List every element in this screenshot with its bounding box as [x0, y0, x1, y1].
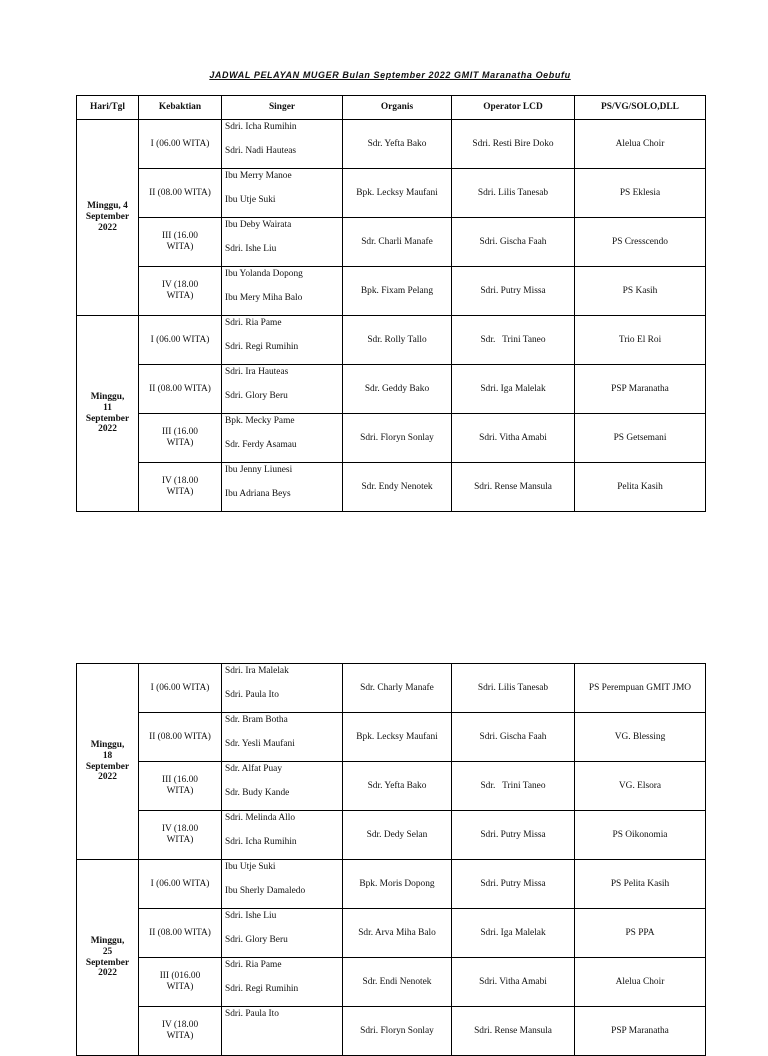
date-cell — [77, 860, 139, 1056]
date-cell — [77, 316, 139, 512]
schedule-table-2 — [76, 663, 706, 1056]
organis-cell: Bpk. Lecksy Maufani — [343, 713, 452, 762]
singer-cell — [222, 218, 343, 267]
kebaktian-line: IV (18.00 — [161, 824, 199, 835]
table-row — [77, 316, 706, 365]
operator-lcd-cell: Sdri. Lilis Tanesab — [452, 169, 575, 218]
singer-name: Sdri. Regi Rumihin — [225, 342, 299, 352]
singer-cell — [222, 860, 343, 909]
singer-cell — [222, 762, 343, 811]
organis-cell: Sdr. Dedy Selan — [343, 811, 452, 860]
ps-cell: PS Perempuan GMIT JMO — [575, 664, 706, 713]
kebaktian-line: III (16.00 — [162, 775, 198, 786]
date-line: Minggu, — [90, 739, 125, 750]
kebaktian-cell — [139, 1007, 222, 1056]
singer-cell — [222, 120, 343, 169]
kebaktian-line: WITA) — [166, 786, 194, 796]
header-operator-lcd: Operator LCD — [452, 96, 575, 120]
operator-lcd-cell: Sdri. Resti Bire Doko — [452, 120, 575, 169]
kebaktian-line: IV (18.00 — [161, 476, 199, 487]
kebaktian-line: I (06.00 WITA) — [150, 138, 210, 149]
organis-cell: Sdr. Endi Nenotek — [343, 958, 452, 1007]
date-line: September — [85, 413, 130, 424]
table-row — [77, 1007, 706, 1056]
singer-name: Sdri. Melinda Allo — [225, 813, 296, 823]
header-kebaktian: Kebaktian — [139, 96, 222, 120]
table-row — [77, 909, 706, 958]
date-line: 2022 — [98, 424, 117, 435]
kebaktian-cell — [139, 463, 222, 512]
ps-cell: Trio El Roi — [575, 316, 706, 365]
header-singer: Singer — [222, 96, 343, 120]
date-cell — [77, 664, 139, 860]
singer-cell — [222, 414, 343, 463]
date-line: September — [85, 212, 130, 223]
organis-cell: Sdri. Floryn Sonlay — [343, 414, 452, 463]
singer-name: Sdri. Glory Beru — [225, 391, 288, 401]
organis-cell: Sdri. Floryn Sonlay — [343, 1007, 452, 1056]
kebaktian-line: IV (18.00 — [161, 280, 199, 291]
operator-lcd-cell: Sdri. Vitha Amabi — [452, 414, 575, 463]
singer-cell — [222, 811, 343, 860]
date-line: September — [85, 761, 130, 772]
singer-name: Sdri. Ishe Liu — [225, 911, 277, 921]
singer-cell — [222, 463, 343, 512]
date-line: September — [85, 957, 130, 968]
table-row — [77, 860, 706, 909]
kebaktian-line: I (06.00 WITA) — [150, 682, 210, 693]
singer-name: Ibu Deby Wairata — [225, 220, 292, 230]
date-line: 11 — [103, 402, 112, 413]
singer-name: Ibu Adriana Beys — [225, 489, 291, 499]
kebaktian-cell — [139, 909, 222, 958]
kebaktian-cell — [139, 267, 222, 316]
table-row — [77, 120, 706, 169]
kebaktian-line: WITA) — [166, 291, 194, 301]
singer-cell — [222, 169, 343, 218]
singer-name: Sdri. Icha Rumihin — [225, 837, 297, 847]
date-line: 18 — [102, 750, 113, 761]
singer-name: Ibu Merry Manoe — [225, 171, 292, 181]
kebaktian-line: II (08.00 WITA) — [149, 187, 211, 198]
header-row — [77, 96, 706, 120]
header-hari-tgl: Hari/Tgl — [77, 96, 139, 120]
table-row — [77, 365, 706, 414]
operator-lcd-cell: Sdr. Trini Taneo — [452, 316, 575, 365]
table-row — [77, 463, 706, 512]
singer-name: Sdri. Icha Rumihin — [225, 122, 297, 132]
table-row — [77, 762, 706, 811]
organis-cell: Sdr. Charli Manafe — [343, 218, 452, 267]
singer-cell — [222, 664, 343, 713]
header-organis: Organis — [343, 96, 452, 120]
header-ps-vg-solo: PS/VG/SOLO,DLL — [575, 96, 706, 120]
singer-name: Sdr. Alfat Puay — [225, 764, 283, 774]
kebaktian-line: IV (18.00 — [161, 1020, 199, 1031]
singer-name: Sdr. Bram Botha — [225, 715, 288, 725]
kebaktian-line: WITA) — [166, 835, 194, 845]
kebaktian-cell — [139, 316, 222, 365]
ps-cell: PS Pelita Kasih — [575, 860, 706, 909]
operator-lcd-cell: Sdri. Gischa Faah — [452, 218, 575, 267]
singer-name: Sdri. Ira Malelak — [225, 666, 289, 676]
singer-name: Sdri. Ria Pame — [225, 318, 282, 328]
kebaktian-cell — [139, 762, 222, 811]
singer-name: Sdri. Regi Rumihin — [225, 984, 299, 994]
organis-cell: Sdr. Geddy Bako — [343, 365, 452, 414]
singer-name: Sdr. Budy Kande — [225, 788, 290, 798]
date-cell — [77, 120, 139, 316]
singer-cell — [222, 316, 343, 365]
organis-cell: Bpk. Moris Dopong — [343, 860, 452, 909]
organis-cell: Sdr. Charly Manafe — [343, 664, 452, 713]
kebaktian-line: II (08.00 WITA) — [149, 927, 211, 938]
singer-name — [225, 1031, 339, 1055]
singer-name: Sdr. Yesli Maufani — [225, 739, 295, 749]
operator-lcd-cell: Sdri. Lilis Tanesab — [452, 664, 575, 713]
date-line: 2022 — [98, 222, 117, 233]
date-line: Minggu, 4 — [87, 201, 128, 212]
operator-lcd-cell: Sdri. Rense Mansula — [452, 463, 575, 512]
ps-cell: PS Oikonomia — [575, 811, 706, 860]
kebaktian-cell — [139, 664, 222, 713]
operator-lcd-cell: Sdr. Trini Taneo — [452, 762, 575, 811]
ps-cell: PS PPA — [575, 909, 706, 958]
table-row — [77, 218, 706, 267]
kebaktian-cell — [139, 811, 222, 860]
kebaktian-line: III (16.00 — [162, 427, 198, 438]
organis-cell: Sdr. Endy Nenotek — [343, 463, 452, 512]
singer-name: Bpk. Mecky Pame — [225, 416, 295, 426]
schedule-table-1 — [76, 95, 706, 512]
table-row — [77, 267, 706, 316]
singer-name: Ibu Utje Suki — [225, 195, 276, 205]
page-title: JADWAL PELAYAN MUGER Bulan September 2022 GMIT Maranatha Oebufu — [209, 70, 571, 80]
kebaktian-line: WITA) — [166, 487, 194, 497]
operator-lcd-cell: Sdri. Putry Missa — [452, 860, 575, 909]
organis-cell: Sdr. Yefta Bako — [343, 120, 452, 169]
singer-cell — [222, 909, 343, 958]
table-row — [77, 414, 706, 463]
table-row — [77, 169, 706, 218]
table-row — [77, 811, 706, 860]
operator-lcd-cell: Sdri. Putry Missa — [452, 267, 575, 316]
singer-cell — [222, 365, 343, 414]
operator-lcd-cell: Sdri. Iga Malelak — [452, 365, 575, 414]
table-row — [77, 958, 706, 1007]
singer-name: Sdri. Ria Pame — [225, 960, 282, 970]
singer-name: Sdri. Paula Ito — [225, 1009, 279, 1019]
kebaktian-cell — [139, 860, 222, 909]
ps-cell: PSP Maranatha — [575, 365, 706, 414]
date-line: 2022 — [98, 772, 117, 783]
ps-cell: PS Cresscendo — [575, 218, 706, 267]
kebaktian-cell — [139, 218, 222, 267]
kebaktian-line: III (16.00 — [162, 231, 198, 242]
organis-cell: Bpk. Lecksy Maufani — [343, 169, 452, 218]
date-line: 25 — [102, 946, 113, 957]
kebaktian-cell — [139, 958, 222, 1007]
operator-lcd-cell: Sdri. Gischa Faah — [452, 713, 575, 762]
singer-cell — [222, 267, 343, 316]
ps-cell: PS Eklesia — [575, 169, 706, 218]
operator-lcd-cell: Sdri. Vitha Amabi — [452, 958, 575, 1007]
singer-cell — [222, 958, 343, 1007]
ps-cell: Alelua Choir — [575, 958, 706, 1007]
kebaktian-line: WITA) — [166, 982, 194, 992]
singer-name: Sdri. Paula Ito — [225, 690, 279, 700]
ps-cell: Pelita Kasih — [575, 463, 706, 512]
date-line: Minggu, — [90, 935, 125, 946]
kebaktian-line: WITA) — [166, 242, 194, 252]
ps-cell: PS Kasih — [575, 267, 706, 316]
kebaktian-cell — [139, 713, 222, 762]
kebaktian-cell — [139, 169, 222, 218]
date-line: Minggu, — [90, 391, 125, 402]
singer-name: Ibu Yolanda Dopong — [225, 269, 303, 279]
singer-cell — [222, 713, 343, 762]
ps-cell: VG. Blessing — [575, 713, 706, 762]
singer-name: Ibu Utje Suki — [225, 862, 276, 872]
kebaktian-line: III (016.00 — [159, 971, 201, 982]
operator-lcd-cell: Sdri. Rense Mansula — [452, 1007, 575, 1056]
kebaktian-line: WITA) — [166, 438, 194, 448]
operator-lcd-cell: Sdri. Iga Malelak — [452, 909, 575, 958]
singer-name: Ibu Sherly Damaledo — [225, 886, 306, 896]
singer-name: Sdr. Ferdy Asamau — [225, 440, 297, 450]
operator-lcd-cell: Sdri. Putry Missa — [452, 811, 575, 860]
kebaktian-cell — [139, 120, 222, 169]
singer-name: Ibu Mery Miha Balo — [225, 293, 303, 303]
ps-cell: Alelua Choir — [575, 120, 706, 169]
date-line: 2022 — [98, 968, 117, 979]
ps-cell: PS Getsemani — [575, 414, 706, 463]
kebaktian-line: II (08.00 WITA) — [149, 731, 211, 742]
singer-name: Sdri. Ishe Liu — [225, 244, 277, 254]
singer-name: Sdri. Nadi Hauteas — [225, 146, 297, 156]
ps-cell: PSP Maranatha — [575, 1007, 706, 1056]
ps-cell: VG. Elsora — [575, 762, 706, 811]
table-row — [77, 664, 706, 713]
organis-cell: Bpk. Fixam Pelang — [343, 267, 452, 316]
organis-cell: Sdr. Arva Miha Balo — [343, 909, 452, 958]
kebaktian-cell — [139, 414, 222, 463]
singer-name: Sdri. Ira Hauteas — [225, 367, 289, 377]
kebaktian-line: I (06.00 WITA) — [150, 334, 210, 345]
singer-cell — [222, 1007, 343, 1056]
kebaktian-line: I (06.00 WITA) — [150, 878, 210, 889]
kebaktian-line: II (08.00 WITA) — [149, 383, 211, 394]
organis-cell: Sdr. Yefta Bako — [343, 762, 452, 811]
table-row — [77, 713, 706, 762]
singer-name: Sdri. Glory Beru — [225, 935, 288, 945]
singer-name: Ibu Jenny Liunesi — [225, 465, 293, 475]
kebaktian-cell — [139, 365, 222, 414]
kebaktian-line: WITA) — [166, 1031, 194, 1041]
organis-cell: Sdr. Rolly Tallo — [343, 316, 452, 365]
